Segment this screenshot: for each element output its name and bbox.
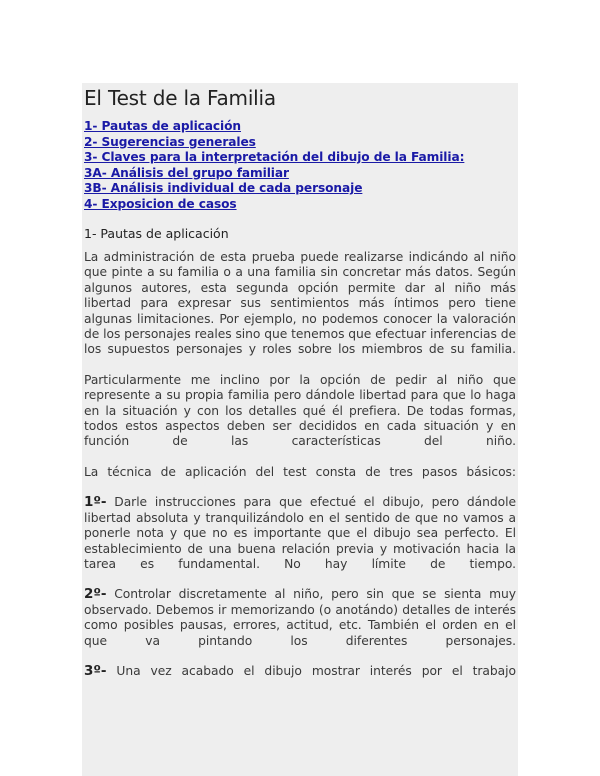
step-number: 2º- [84, 586, 107, 603]
toc-link-casos[interactable]: 4- Exposicion de casos [84, 196, 237, 211]
paragraph-tecnica: La técnica de aplicación del test consta de tres pasos básicos: [84, 464, 516, 479]
step-1 [84, 495, 516, 572]
toc-link-grupo-familiar[interactable]: 3A- Análisis del grupo familiar [84, 165, 289, 180]
table-of-contents [84, 119, 516, 212]
step-text: Darle instrucciones para que efectué el dibujo, pero dándole libertad absoluta y tranquilizándolo en el sentido de que no vamos a ponerle nota y que no es importante que el dibujo sea perfecto. El establecimiento de una buena relación previa y motivación hacia la tarea es fundamental. No hay límite de tiempo. [84, 495, 516, 571]
paragraph-opcion: Particularmente me inclino por la opción de pedir al niño que represente a su propia familia pero dándole libertad para que lo haga en la situación y con los detalles qué él prefiera. De todas formas, todos estos aspectos deben ser decididos en cada situación y en función de las características del niño. [84, 372, 516, 449]
paragraph-administracion: La administración de esta prueba puede realizarse indicándo al niño que pinte a su familia o a una familia sin concretar más datos. Según algunos autores, esta segunda opción permite dar al niño más libertad para expresar sus sentimientos más íntimos pero tiene algunas limitaciones. Por ejemplo, no podemos conocer la valoración de los personajes reales sino que tenemos que efectuar inferencias de los supuestos personajes y roles sobre los miembros de su familia. [84, 250, 516, 357]
step-2 [84, 587, 516, 649]
toc-link-analisis-individual[interactable]: 3B- Análisis individual de cada personaje [84, 181, 363, 195]
toc-link-sugerencias[interactable]: 2- Sugerencias generales [84, 134, 256, 149]
step-number: 3º- [84, 662, 107, 679]
step-number: 1º- [84, 494, 107, 511]
step-3 [84, 664, 516, 679]
section-heading: 1- Pautas de aplicación [84, 226, 229, 241]
toc-link-claves[interactable]: 3- Claves para la interpretación del dibujo de la Familia: [84, 150, 465, 164]
content-area [82, 83, 518, 776]
toc-link-pautas[interactable]: 1- Pautas de aplicación [84, 119, 241, 133]
step-text: Controlar discretamente al niño, pero sin que se sienta muy observado. Debemos ir memorizando (o anotándo) detalles de interés como posibles pausas, errores, actitud, etc. También el orden en el que va pintando los diferentes personajes. [84, 587, 516, 648]
step-text: Una vez acabado el dibujo mostrar interés por el trabajo [106, 663, 516, 678]
page-title: El Test de la Familia [84, 86, 276, 110]
